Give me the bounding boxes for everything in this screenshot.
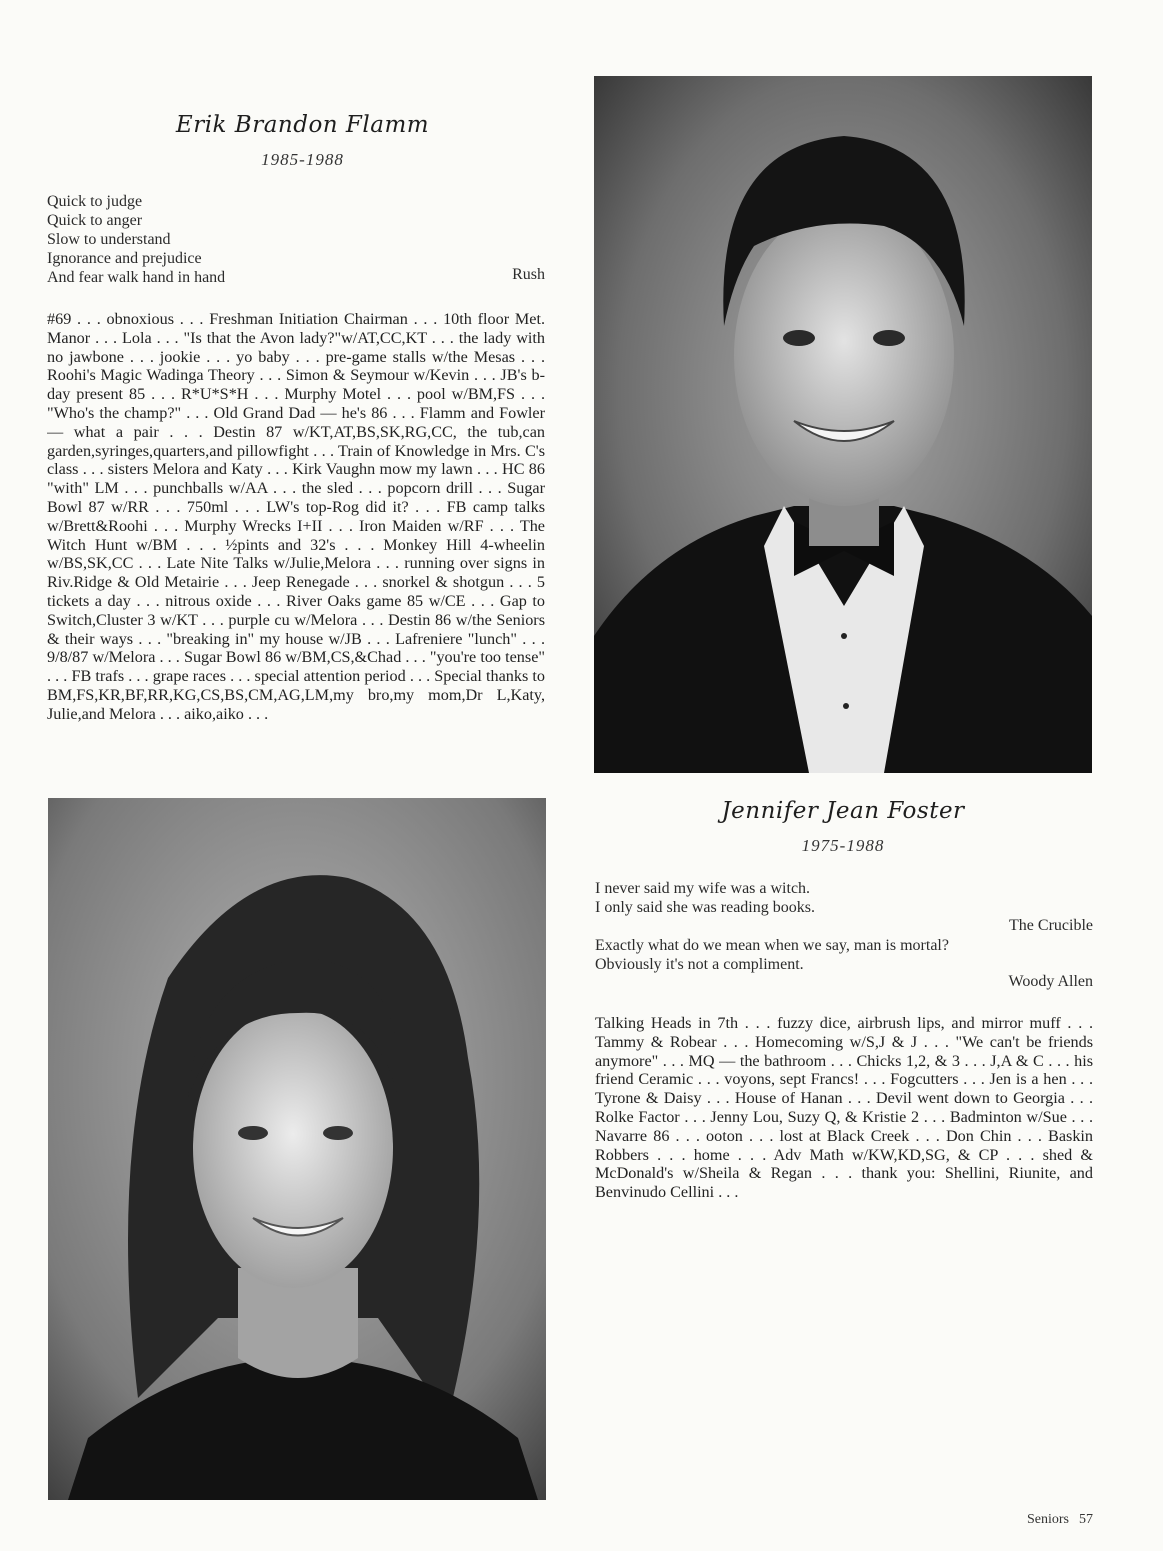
quote-line: I only said she was reading books. [595, 899, 815, 916]
senior1-portrait-photo [594, 76, 1092, 773]
quote-line: Obviously it's not a compliment. [595, 956, 804, 973]
senior2-quote-1-attribution: The Crucible [1009, 917, 1093, 934]
senior2-bio: Talking Heads in 7th . . . fuzzy dice, airbrush lips, and mirror muff . . . Tammy & Robear . . . Homecoming w/S,J & J . . . "We can't be friends anymore" . . . MQ — the bathroom . . . Chicks 1,2, & 3 . . . J,A & C . . . his friend Ceramic . . . voyons, sept Francs! . . . Fogcutters . . . Jen is a hen . . . Tyrone & Daisy . . . House of Hanan . . . Devil went down to Georgia . . . Rolke Factor . . . Jenny Lou, Suzy Q, & Kristie 2 . . . Badminton w/Sue . . . Navarre 86 . . . ooton . . . lost at Black Creek . . . Don Chin . . . Baskin Robbers . . . home . . . Adv Math w/KW,KD,SG, & CP . . . shed & McDonald's w/Sheila & Regan . . . thank you: Shellini, Riunite, and Benvinudo Cellini . . . [595, 1014, 1093, 1202]
senior2-name: Jennifer Jean Foster [721, 798, 965, 824]
footer-section: Seniors [1027, 1512, 1069, 1527]
quote-line: Exactly what do we mean when we say, man is mortal? [595, 937, 949, 954]
senior2-quote-1 [595, 879, 1093, 917]
senior1-quote [47, 192, 467, 287]
quote-line: Quick to judge [47, 193, 143, 210]
senior1-name: Erik Brandon Flamm [175, 112, 430, 138]
senior1-years: 1985-1988 [261, 150, 344, 169]
quote-line: And fear walk hand in hand [47, 269, 226, 286]
senior1-quote-attribution: Rush [512, 266, 545, 283]
page-footer [960, 1512, 1093, 1528]
quote-line: Slow to understand [47, 231, 171, 248]
page-number: 57 [1079, 1512, 1093, 1527]
quote-line: Quick to anger [47, 212, 143, 229]
senior2-quote-2-attribution: Woody Allen [1008, 973, 1093, 990]
senior2-quote-2 [595, 936, 1093, 974]
senior2-portrait-photo [48, 798, 546, 1500]
senior1-bio: #69 . . . obnoxious . . . Freshman Initiation Chairman . . . 10th floor Met. Manor . . . Lola . . . "Is that the Avon lady?"w/AT,CC,KT . . . the lady with no jawbone . . . jookie . . . yo baby . . . pre-game stalls w/the Mesas . . . Roohi's Magic Wadinga Theory . . . Simon & Seymour w/Kevin . . . JB's b-day present 85 . . . R*U*S*H . . . Murphy Motel . . . pool w/BM,FS . . . "Who's the champ?" . . . Old Grand Dad — he's 86 . . . Flamm and Fowler — what a pair . . . Destin 87 w/KT,AT,BS,SK,RG,CC, the tub,can garden,syringes,quarters,and pillowfight . . . Train of Knowledge in Mrs. C's class . . . sisters Melora and Katy . . . Kirk Vaughn mow my lawn . . . HC 86 "with" LM . . . punchballs w/AA . . . the sled . . . popcorn drill . . . Sugar Bowl 87 w/RR . . . 750ml . . . LW's top-Rog did it? . . . FB camp talks w/Brett&Roohi . . . Murphy Wrecks I+II . . . Iron Maiden w/RF . . . The Witch Hunt w/BM . . . ½pints and 32's . . . Monkey Hill 4-wheelin w/BS,SK,CC . . . Late Nite Talks w/Julie,Melora . . . running over signs in Riv.Ridge & Old Metairie . . . Jeep Renegade . . . snorkel & shotgun . . . 5 tickets a day . . . nitrous oxide . . . River Oaks game 85 w/CE . . . Gap to Switch,Cluster 3 w/KT . . . purple cu w/Melora . . . Destin 86 w/the Seniors & their ways . . . "breaking in" my house w/JB . . . Lafreniere "lunch" . . . 9/8/87 w/Melora . . . Sugar Bowl 86 w/BM,CS,&Chad . . . "you're too tense" . . . FB trafs . . . grape races . . . special attention period . . . Special thanks to BM,FS,KR,BF,RR,KG,CS,BS,CM,AG,LM,my bro,my mom,Dr L,Katy, Julie,and Melora . . . aiko,aiko . . . [47, 310, 545, 723]
senior2-years: 1975-1988 [801, 836, 885, 855]
quote-line: Ignorance and prejudice [47, 250, 202, 267]
quote-line: I never said my wife was a witch. [595, 880, 811, 897]
